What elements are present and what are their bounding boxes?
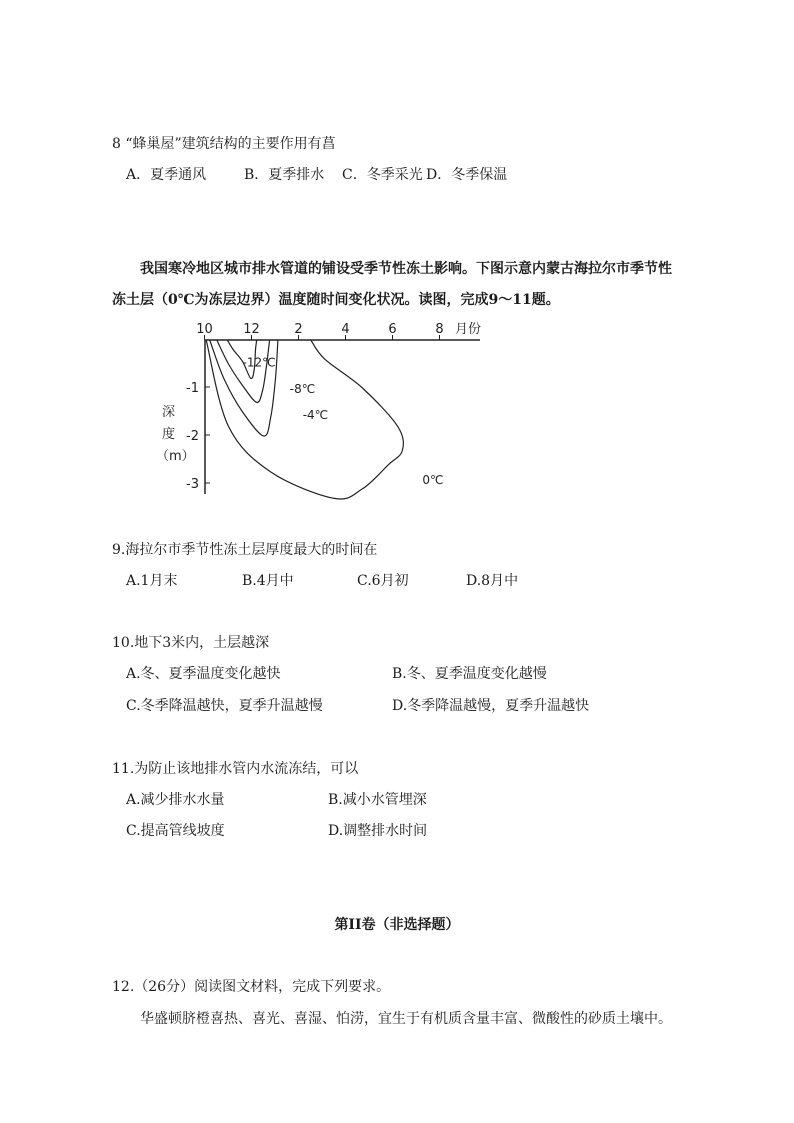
x-tick-label: 12 — [243, 322, 260, 337]
q11-option-c: C.提高管线坡度 — [126, 823, 225, 839]
q10-option-d: D.冬季降温越慢，夏季升温越快 — [392, 698, 590, 714]
frozen-soil-chart — [150, 318, 490, 503]
x-tick-label: 8 — [435, 322, 444, 337]
q9-option-c: C.6月初 — [357, 573, 409, 589]
q8-stem: 8 “蜂巢屋”建筑结构的主要作用有菖 — [112, 136, 336, 152]
isotherm-curve — [217, 340, 270, 402]
y-axis-label-char-3: （m） — [156, 449, 195, 464]
isotherm-label: -8℃ — [289, 381, 316, 396]
q10-option-b: B.冬、夏季温度变化越慢 — [392, 666, 547, 682]
y-tick-label: -2 — [186, 429, 199, 444]
q11-option-b: B.减小水管埋深 — [328, 792, 427, 808]
y-axis-label-char-1: 深 — [162, 405, 176, 420]
x-tick-label: 6 — [388, 322, 397, 337]
q10-stem: 10.地下3米内，土层越深 — [112, 635, 270, 651]
isotherm-label: 0℃ — [422, 473, 444, 487]
x-tick-label: 2 — [294, 322, 303, 337]
q12-paragraph: 华盛顿脐橙喜热、喜光、喜湿、怕涝，宜生于有机质含量丰富、微酸性的砂质土壤中。 — [140, 1011, 672, 1027]
q9-stem: 9.海拉尔市季节性冻土层厚度最大的时间在 — [112, 542, 378, 558]
x-tick-label: 10 — [196, 322, 213, 337]
q12-stem: 12.（26分）阅读图文材料，完成下列要求。 — [112, 979, 391, 995]
isotherm-label: -4℃ — [302, 408, 329, 423]
q11-option-a: A.减少排水水量 — [126, 792, 225, 808]
isotherm-label: -12℃ — [242, 355, 276, 370]
q8-option-b: B．夏季排水 — [244, 167, 325, 183]
q8-option-c: C．冬季采光 — [342, 167, 423, 183]
q10-option-a: A.冬、夏季温度变化越快 — [126, 666, 281, 682]
q8-option-a: A．夏季通风 — [126, 167, 207, 183]
intro-line-1: 我国寒冷地区城市排水管道的铺设受季节性冻土影响。下图示意内蒙古海拉尔市季节性 — [140, 261, 672, 277]
y-tick-label: -3 — [186, 477, 199, 492]
y-axis-label-char-2: 度 — [162, 427, 176, 442]
section-2-title: 第II卷（非选择题） — [334, 917, 460, 933]
x-tick-label: 4 — [341, 322, 350, 337]
x-ticks — [196, 322, 443, 340]
isotherm-curves — [206, 340, 443, 499]
q9-option-a: A.1月末 — [126, 573, 178, 589]
q11-option-d: D.调整排水时间 — [328, 823, 428, 839]
intro-line-2: 冻土层（0℃为冻层边界）温度随时间变化状况。读图，完成9～11题。 — [112, 292, 560, 308]
q11-stem: 11.为防止该地排水管内水流冻结，可以 — [112, 761, 359, 777]
y-ticks — [186, 381, 210, 492]
q8-option-d: D．冬季保温 — [426, 167, 508, 183]
y-tick-label: -1 — [186, 381, 199, 396]
x-axis-label: 月份 — [455, 322, 482, 337]
q9-option-d: D.8月中 — [466, 573, 519, 589]
q9-option-b: B.4月中 — [242, 573, 294, 589]
q10-option-c: C.冬季降温越快，夏季升温越慢 — [126, 698, 323, 714]
